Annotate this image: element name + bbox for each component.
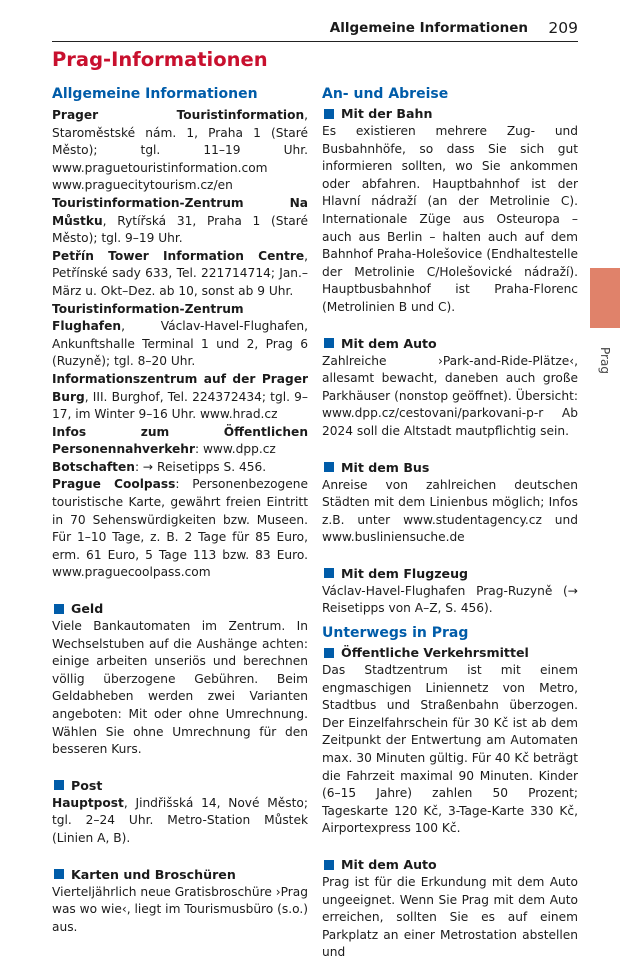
- section-heading-general-info: Allgemeine Informationen: [52, 86, 258, 102]
- entry-petrin-tower: [52, 248, 308, 301]
- right-column: [322, 85, 578, 962]
- square-bullet-icon: [324, 648, 334, 658]
- subheading-auto-2: [322, 855, 578, 874]
- subheading-text: Geld: [71, 601, 104, 617]
- square-bullet-icon: [54, 604, 64, 614]
- left-column: [52, 85, 308, 936]
- entry-name: Infos zum Öffentlichen Personennahverkehr: [52, 424, 308, 457]
- subheading-bahn: [322, 104, 578, 123]
- chapter-title: Prag-Informationen: [52, 48, 268, 71]
- section-heading-an-abreise: An- und Abreise: [322, 86, 449, 102]
- subheading-bus: [322, 458, 578, 477]
- header-rule: [52, 41, 578, 42]
- entry-name: Prague Coolpass: [52, 477, 176, 492]
- entry-text: , Rytířská 31, Praha 1 (Staré Město); tgl. 9–19 Uhr.: [52, 213, 308, 246]
- square-bullet-icon: [54, 780, 64, 790]
- entry-name: Touristinformation-Zentrum Na Můstku: [52, 195, 308, 228]
- entry-name: Petřín Tower Information Centre: [52, 248, 305, 263]
- entry-text: , Václav-Havel-Flughafen, Ankunftshalle Terminal 1 und 2, Prag 6 (Ruzyně); tgl. 8–20 Uhr.: [52, 319, 308, 369]
- entry-name: Prager Touristinformation: [52, 108, 305, 122]
- square-bullet-icon: [54, 869, 64, 879]
- subheading-text: Mit dem Flugzeug: [341, 565, 469, 581]
- subheading-flugzeug: [322, 564, 578, 583]
- flugzeug-text: Václav-Havel-Flughafen Prag-Ruzyně (→ Reisetipps von A–Z, S. 456).: [322, 583, 578, 616]
- entry-oepnv: [52, 424, 308, 459]
- square-bullet-icon: [324, 338, 334, 348]
- entry-prager-touristinformation: [52, 107, 308, 195]
- entry-text: : → Reisetipps S. 456.: [134, 459, 267, 474]
- square-bullet-icon: [324, 860, 334, 870]
- entry-name: Botschaften: [52, 459, 135, 474]
- subheading-text: Mit dem Auto: [341, 857, 437, 872]
- geld-text: Viele Bankautomaten im Zentrum. In Wechselstuben auf die Aushänge achten: einige arbeiten unseriös und berechnen völlig überzogene Gebühren. Beim Geldabheben werden zwei Varianten angeboten: Mit oder ohne Umrechnung. Wählen Sie ohne Umrechnung für den besseren Kurs.: [52, 619, 308, 757]
- entry-text: : www.dpp.cz: [194, 442, 276, 457]
- oev-text: Das Stadtzentrum ist mit einem engmaschigen Liniennetz von Metro, Stadtbus und Straßenbahn überzogen. Der Einzelfahrschein für 30 Kč ist ab dem Zeitpunkt der Entwertung am Automaten max. 30 Minuten gültig. Für 40 Kč beträgt die Fahrzeit maximal 90 Minuten. Kinder (6–15 Jahre) zahlen 50 Prozent; Tageskarte 120 Kč, 3-Tage-Karte 330 Kč, Airportexpress 100 Kč.: [322, 663, 578, 836]
- side-tab-label: Prag: [598, 346, 612, 374]
- subheading-karten: [52, 865, 308, 884]
- entry-text: , Staroměstské nám. 1, Praha 1 (Staré Město); tgl. 11–19 Uhr. www.praguetouristinformation.com www.praguecitytourism.cz/en: [52, 108, 308, 193]
- entry-flughafen-info: [52, 301, 308, 371]
- entry-prager-burg: [52, 371, 308, 424]
- side-thumb-tab: [590, 268, 620, 328]
- subheading-text: Öffentliche Verkehrsmittel: [341, 645, 529, 661]
- page-number: 209: [548, 19, 578, 37]
- entry-hauptpost: [52, 795, 308, 848]
- subheading-geld: [52, 599, 308, 618]
- square-bullet-icon: [324, 109, 334, 119]
- bahn-text: Es existieren mehrere Zug- und Busbahnhöfe, so dass Sie sich gut informieren sollten, wo Sie ankommen oder abfahren. Hauptbahnhof ist der Hlavní nádraží (an der Metrolinie C). Internationale Züge aus Osteuropa – auch aus Berlin – halten auch auf dem Bahnhof Praha-Holešovice (Endhaltestelle der Metrolinie C/Holešovické nádraží). Hauptbusbahnhof ist Praha-Florenc (Metrolinien B und C).: [322, 124, 578, 314]
- bus-text: Anreise von zahlreichen deutschen Städten mit dem Linienbus möglich; Infos z.B. unter www.studentagency.cz und www.busliniensuche.de: [322, 477, 578, 545]
- subheading-oev: [322, 643, 578, 662]
- subheading-text: Karten und Broschüren: [71, 866, 236, 882]
- auto-text: Zahlreiche ›Park-and-Ride-Plätze‹, allesamt bewacht, daneben auch große Parkhäuser (nonstop geöffnet). Übersicht: www.dpp.cz/cestovani/parkovani-p-r Ab 2024 soll die Altstadt mautpflichtig sein.: [322, 353, 578, 438]
- entry-name: Hauptpost: [52, 795, 124, 810]
- entry-coolpass: [52, 476, 308, 582]
- entry-botschaften: [52, 459, 308, 477]
- karten-text: Vierteljährlich neue Gratisbroschüre ›Prag was wo wie‹, liegt im Tourismusbüro (s.o.) aus.: [52, 884, 308, 934]
- section-heading-unterwegs: Unterwegs in Prag: [322, 625, 469, 642]
- entry-text: , Jindřišská 14, Nové Město; tgl. 2–24 Uhr. Metro-Station Můstek (Linien A, B).: [52, 795, 308, 845]
- subheading-text: Mit dem Bus: [341, 459, 430, 475]
- auto2-text: Prag ist für die Erkundung mit dem Auto ungeeignet. Wenn Sie Prag mit dem Auto erreichen, sollten Sie es auf einem Parkplatz an einer Metrostation abstellen und: [322, 875, 578, 960]
- square-bullet-icon: [324, 462, 334, 472]
- subheading-text: Post: [71, 777, 103, 793]
- subheading-auto: [322, 334, 578, 353]
- entry-na-mustku: [52, 195, 308, 248]
- entry-text: , Petřínské sady 633, Tel. 221714714; Jan.–März u. Okt–Dez. ab 10, sonst ab 9 Uhr.: [52, 248, 308, 298]
- subheading-text: Mit dem Auto: [341, 335, 437, 351]
- running-header-title: Allgemeine Informationen: [329, 20, 528, 36]
- entry-text: , III. Burghof, Tel. 224372434; tgl. 9–17, im Winter 9–16 Uhr. www.hrad.cz: [52, 389, 308, 422]
- entry-text: : Personenbezogene touristische Karte, gewährt freien Eintritt in 70 Sehenswürdigkeiten bzw. Museen. Für 1–10 Tage, z. B. 2 Tage für 85 Euro, erm. 61 Euro, 5 Tage 113 bzw. 83 Euro. www.praguecoolpass.com: [52, 477, 309, 580]
- subheading-post: [52, 776, 308, 795]
- entry-name: Touristinformation-Zentrum Flughafen: [52, 301, 244, 334]
- entry-name: Informationszentrum auf der Prager Burg: [52, 371, 308, 404]
- subheading-text: Mit der Bahn: [341, 106, 433, 121]
- square-bullet-icon: [324, 568, 334, 578]
